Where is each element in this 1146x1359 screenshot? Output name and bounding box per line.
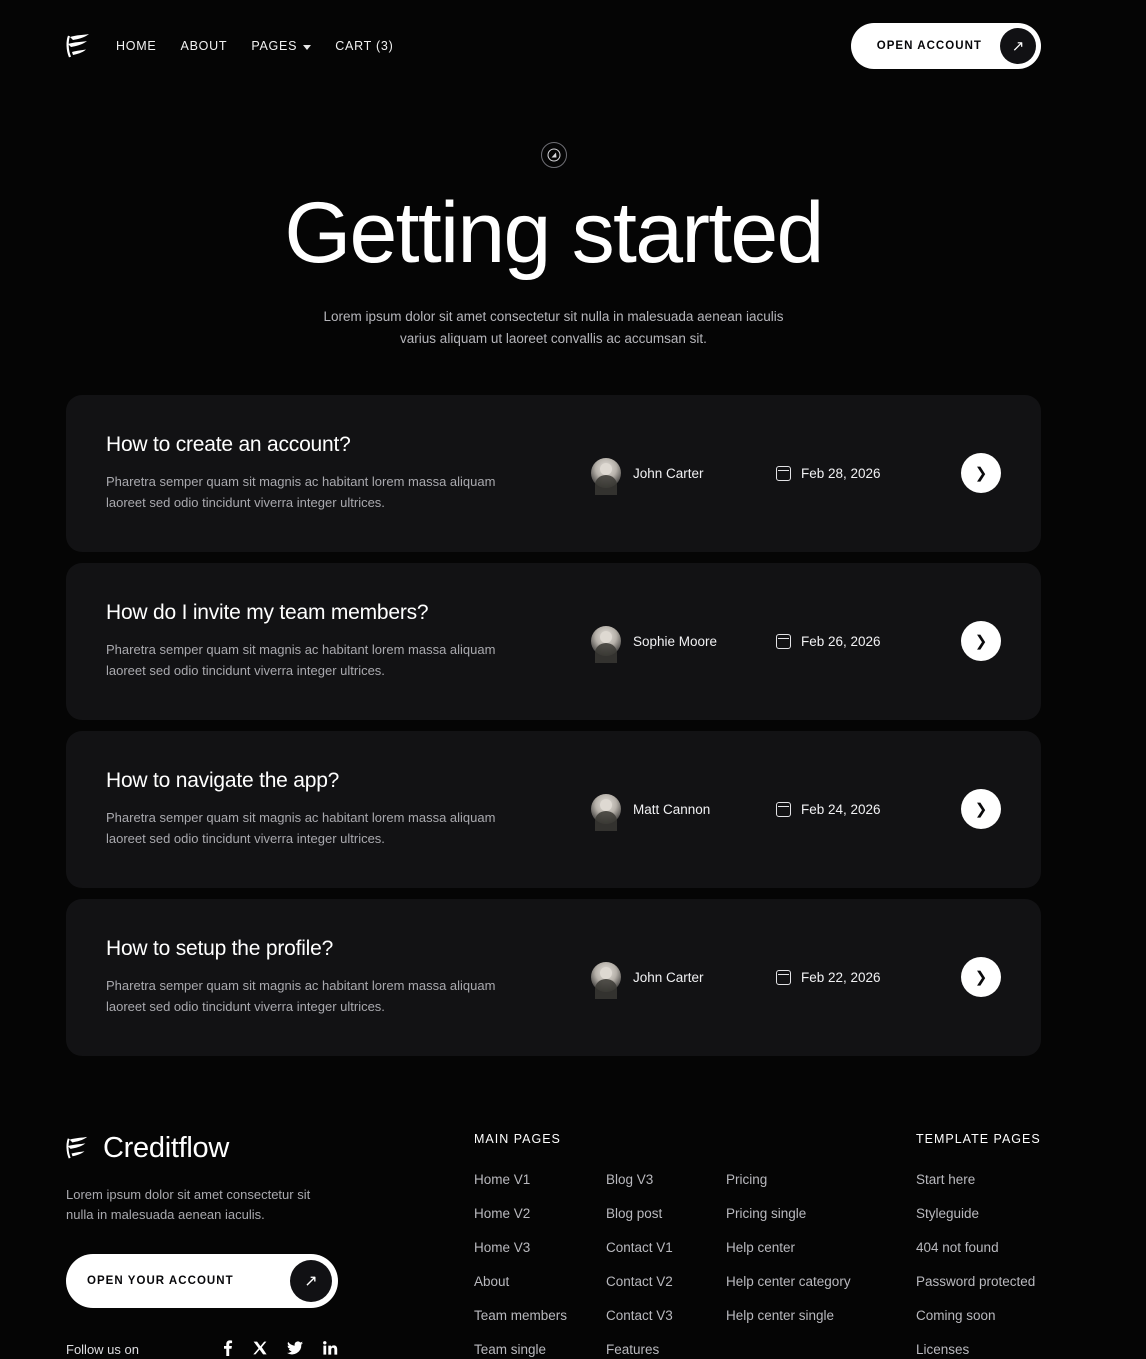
faq-card-description: Pharetra semper quam sit magnis ac habitant lorem massa aliquam laoreet sed odio tincidunt viverra integer ultrices. (106, 473, 496, 511)
footer-link[interactable]: Start here (916, 1171, 976, 1187)
faq-card[interactable] (66, 731, 1041, 888)
footer-link[interactable]: Contact V2 (606, 1273, 673, 1289)
compass-icon (541, 142, 567, 168)
faq-card-date (776, 634, 946, 649)
arrow-up-right-icon: ↗ (290, 1260, 332, 1302)
follow-us-label: Follow us on (66, 1342, 139, 1358)
x-glyph (253, 1341, 267, 1355)
nav-link-cart-label: CART (3) (335, 39, 394, 53)
faq-card-date (776, 970, 946, 985)
nav-link-about-label: ABOUT (180, 39, 228, 53)
hero-section (0, 92, 1107, 351)
compass-glyph (547, 148, 561, 162)
avatar (591, 794, 621, 824)
footer-link[interactable]: Home V3 (474, 1239, 531, 1255)
footer-link[interactable]: Blog post (606, 1205, 663, 1221)
creditflow-logo-icon[interactable] (66, 32, 92, 60)
avatar (591, 626, 621, 656)
footer-link[interactable]: Help center single (726, 1307, 835, 1323)
open-account-button[interactable] (851, 23, 1041, 69)
footer-link[interactable]: Password protected (916, 1273, 1036, 1289)
footer-link[interactable]: Styleguide (916, 1205, 980, 1221)
author-name: John Carter (633, 969, 704, 985)
faq-card-arrow-button[interactable]: ❯ (961, 957, 1001, 997)
faq-card-title: How do I invite my team members? (106, 600, 429, 624)
social-links (222, 1340, 338, 1359)
footer-list-col2 (606, 1172, 726, 1357)
faq-card-title: How to create an account? (106, 432, 351, 456)
open-account-label: OPEN ACCOUNT (876, 40, 982, 52)
faq-card-author (591, 962, 776, 992)
footer (0, 1132, 1107, 1359)
page-title: Getting started (284, 185, 823, 281)
open-your-account-button[interactable] (66, 1254, 338, 1308)
faq-list (66, 395, 1041, 1056)
faq-card-description: Pharetra semper quam sit magnis ac habitant lorem massa aliquam laoreet sed odio tincidunt viverra integer ultrices. (106, 809, 496, 847)
faq-card-arrow-button[interactable]: ❯ (961, 453, 1001, 493)
faq-card[interactable] (66, 899, 1041, 1056)
open-your-account-label: OPEN YOUR ACCOUNT (87, 1275, 234, 1288)
twitter-bird-glyph (287, 1341, 303, 1355)
facebook-glyph (222, 1340, 233, 1356)
footer-brand-name: Creditflow (103, 1131, 230, 1164)
logo-glyph (66, 32, 92, 60)
calendar-icon (776, 802, 791, 817)
faq-card-author (591, 626, 776, 656)
twitter-icon[interactable] (287, 1341, 303, 1358)
date-text: Feb 28, 2026 (801, 465, 881, 481)
footer-link[interactable]: Coming soon (916, 1307, 996, 1323)
author-name: John Carter (633, 465, 704, 481)
chevron-down-icon (303, 45, 311, 50)
footer-follow-row (66, 1340, 338, 1359)
footer-link[interactable]: Team members (474, 1307, 568, 1323)
footer-link[interactable]: Blog V3 (606, 1171, 654, 1187)
facebook-icon[interactable] (222, 1340, 233, 1359)
date-text: Feb 22, 2026 (801, 969, 881, 985)
x-icon[interactable] (253, 1341, 267, 1358)
footer-template-pages-heading: TEMPLATE PAGES (916, 1131, 1041, 1146)
footer-link[interactable]: Features (606, 1341, 660, 1357)
footer-link[interactable]: Home V1 (474, 1171, 531, 1187)
footer-list-col1 (474, 1172, 606, 1357)
faq-card-text (106, 601, 536, 681)
faq-card-text (106, 769, 536, 849)
footer-link[interactable]: Team single (474, 1341, 547, 1357)
faq-card[interactable] (66, 395, 1041, 552)
faq-card-arrow-button[interactable]: ❯ (961, 789, 1001, 829)
logo-glyph (66, 1135, 90, 1161)
arrow-up-right-icon: ↗ (1000, 28, 1036, 64)
nav-link-home-label: HOME (116, 39, 157, 53)
nav-link-home[interactable] (116, 39, 157, 53)
hero-subtitle: Lorem ipsum dolor sit amet consectetur sit nulla in malesuada aenean iaculis varius aliquam ut laoreet convallis ac accumsan sit. (323, 309, 784, 347)
faq-card-text (106, 937, 536, 1017)
date-text: Feb 24, 2026 (801, 801, 881, 817)
faq-card-title: How to navigate the app? (106, 768, 340, 792)
faq-card-author (591, 794, 776, 824)
faq-card[interactable] (66, 563, 1041, 720)
faq-card-description: Pharetra semper quam sit magnis ac habitant lorem massa aliquam laoreet sed odio tincidunt viverra integer ultrices. (106, 977, 496, 1015)
footer-main-pages-column (474, 1132, 916, 1357)
nav-link-about[interactable] (181, 39, 228, 53)
footer-link[interactable]: Home V2 (474, 1205, 531, 1221)
footer-template-list (916, 1172, 1146, 1357)
faq-card-date (776, 466, 946, 481)
footer-main-pages-lists (474, 1172, 916, 1357)
date-text: Feb 26, 2026 (801, 633, 881, 649)
avatar (591, 458, 621, 488)
nav-link-pages[interactable] (251, 39, 311, 53)
faq-card-arrow-button[interactable]: ❯ (961, 621, 1001, 661)
calendar-icon (776, 466, 791, 481)
author-name: Matt Cannon (633, 801, 711, 817)
faq-card-author (591, 458, 776, 488)
footer-link[interactable]: Pricing single (726, 1205, 807, 1221)
top-navigation (0, 0, 1107, 92)
footer-link[interactable]: 404 not found (916, 1239, 999, 1255)
footer-link[interactable]: Help center (726, 1239, 796, 1255)
faq-card-date (776, 802, 946, 817)
footer-link[interactable]: Pricing (726, 1171, 768, 1187)
linkedin-icon[interactable] (323, 1341, 338, 1358)
footer-link[interactable]: Contact V3 (606, 1307, 673, 1323)
footer-link[interactable]: Help center category (726, 1273, 851, 1289)
avatar (591, 962, 621, 992)
nav-link-cart[interactable] (335, 39, 393, 53)
creditflow-logo-icon (66, 1135, 90, 1161)
author-name: Sophie Moore (633, 633, 718, 649)
calendar-icon (776, 634, 791, 649)
footer-template-pages-column (916, 1132, 1146, 1357)
faq-card-title: How to setup the profile? (106, 936, 334, 960)
footer-logo[interactable] (66, 1132, 404, 1165)
footer-link[interactable]: Licenses (916, 1341, 970, 1357)
linkedin-glyph (323, 1341, 338, 1355)
footer-main-pages-heading: MAIN PAGES (474, 1131, 561, 1146)
faq-card-text (106, 433, 536, 513)
footer-link[interactable]: About (474, 1273, 510, 1289)
footer-brand-description: Lorem ipsum dolor sit amet consectetur sit nulla in malesuada aenean iaculis. (66, 1186, 311, 1223)
footer-link[interactable]: Contact V1 (606, 1239, 673, 1255)
calendar-icon (776, 970, 791, 985)
nav-links (116, 39, 394, 53)
faq-card-description: Pharetra semper quam sit magnis ac habitant lorem massa aliquam laoreet sed odio tincidunt viverra integer ultrices. (106, 641, 496, 679)
nav-link-pages-label: PAGES (251, 39, 298, 53)
footer-list-col3 (726, 1172, 916, 1357)
footer-brand-column (66, 1132, 404, 1359)
